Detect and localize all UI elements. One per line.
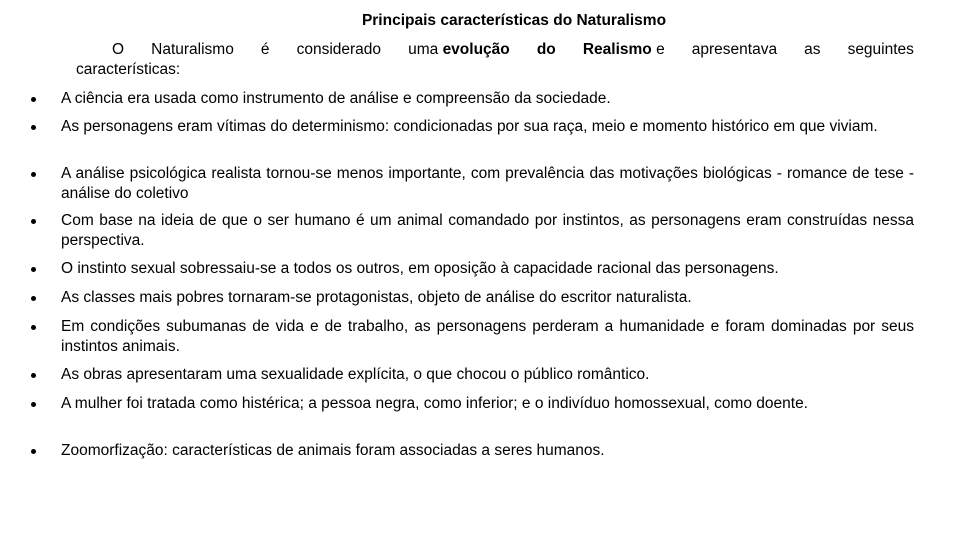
intro-word-e: e [656,41,665,58]
intro-word: apresentava [691,41,778,58]
bullet-text: As personagens eram vítimas do determinismo: condicionadas por sua raça, meio e momento histórico em que viviam. [61,118,878,135]
intro-word: seguintes [847,41,914,58]
bullet-dot-icon [31,373,36,378]
intro-word: O [112,41,125,58]
bullet-text: As obras apresentaram uma sexualidade explícita, o que chocou o público romântico. [61,366,650,383]
bullet-dot-icon [31,325,36,330]
bullet-dot-icon [31,172,36,177]
bullet-dot-icon [31,267,36,272]
bullet-text: As classes mais pobres tornaram-se protagonistas, objeto de análise do escritor naturalista. [61,289,692,306]
bullet-dot-icon [31,219,36,224]
intro-word-evolucao: evolução [442,41,510,58]
intro-word: Naturalismo [151,41,234,58]
intro-word-do: do [536,41,556,58]
bullet-text: A análise psicológica realista tornou-se menos importante, com prevalência das motivações biológicas - romance de tese - análise do coletivo [61,165,914,202]
intro-word: é [260,41,270,58]
intro-line-2: características: [76,61,181,78]
intro-word-uma: uma [408,41,439,58]
intro-word: as [804,41,821,58]
slide-title: Principais características do Naturalismo [361,12,667,29]
bullet-text: Em condições subumanas de vida e de trabalho, as personagens perderam a humanidade e foram dominadas por seus instintos animais. [61,318,914,355]
bullet-dot-icon [31,449,36,454]
bullet-dot-icon [31,125,36,130]
bullet-dot-icon [31,296,36,301]
bullet-text: O instinto sexual sobressaiu-se a todos os outros, em oposição à capacidade racional das personagens. [61,260,779,277]
intro-word-realismo: Realismo [582,41,652,58]
bullet-text: A ciência era usada como instrumento de análise e compreensão da sociedade. [61,90,611,107]
bullet-text: Com base na ideia de que o ser humano é um animal comandado por instintos, as personagens eram construídas nessa perspectiva. [61,212,914,249]
bullet-dot-icon [31,97,36,102]
bullet-dot-icon [31,402,36,407]
bullet-text: Zoomorfização: características de animais foram associadas a seres humanos. [61,442,605,459]
bullet-text: A mulher foi tratada como histérica; a pessoa negra, como inferior; e o indivíduo homossexual, como doente. [61,395,808,412]
intro-word: considerado [296,41,382,58]
